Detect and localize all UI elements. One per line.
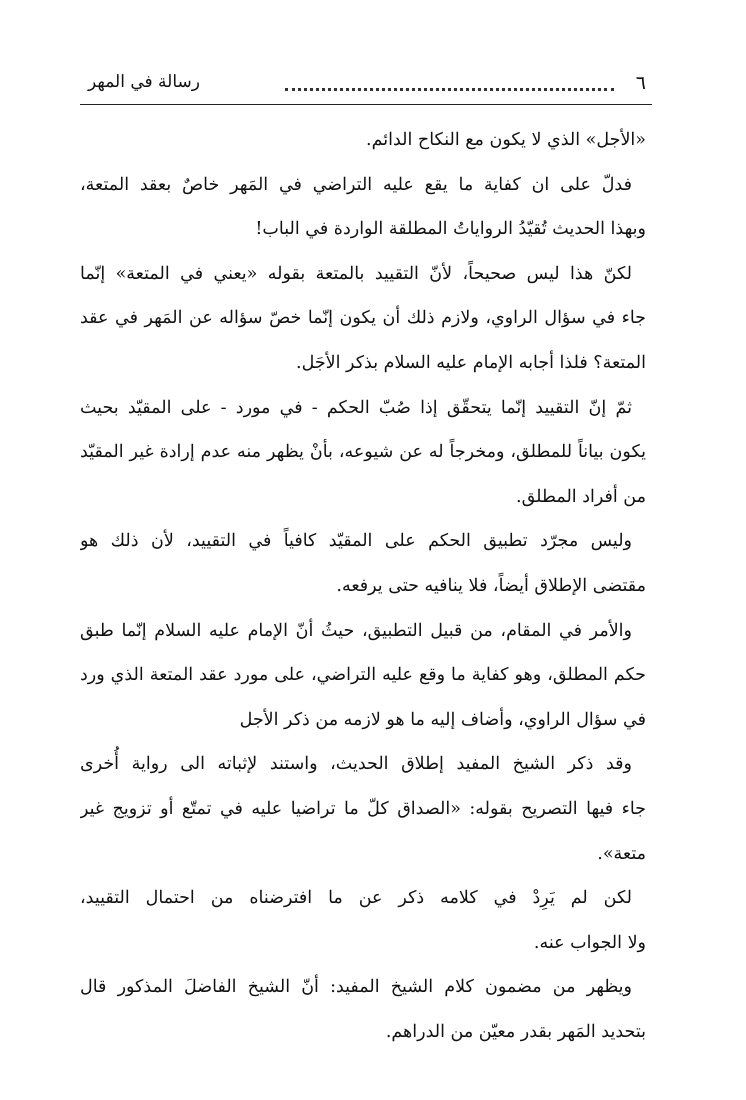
- running-header: [80, 72, 652, 105]
- text-line: وقد ذكر الشيخ المفيد إطلاق الحديث، واستند لإثباته الى رواية أُخرى: [80, 754, 632, 775]
- text-line: «الأجل» الذي لا يكون مع النكاح الدائم.: [366, 130, 646, 150]
- text-line: المتعة؟ فلذا أجابه الإمام عليه السلام بذكر الأجَل.: [296, 352, 646, 373]
- text-line: لكنّ هذا ليس صحيحاً، لأنّ التقييد بالمتعة بقوله «يعني في المتعة» إنّما: [80, 263, 632, 284]
- text-line: مقتضى الإطلاق أيضاً، فلا ينافيه حتى يرفعه.: [336, 575, 646, 596]
- text-line: بتحديد المَهر بقدر معيّن من الدراهم.: [385, 1021, 646, 1042]
- text-line: من أفراد المطلق.: [516, 486, 646, 507]
- text-line: جاء في سؤال الراوي، ولازم ذلك أن يكون إنّما خصّ سؤاله عن المَهر في عقد: [80, 308, 646, 329]
- text-line: يكون بياناً للمطلق، ومخرجاً له عن شيوعه، بأنْ يظهر منه عدم إرادة غير المقيّد: [80, 442, 646, 463]
- page-number: ٦: [635, 72, 646, 94]
- text-line: والأمر في المقام، من قبيل التطبيق، حيثُ أنّ الإمام عليه السلام إنّما طبق: [80, 620, 632, 641]
- text-line: جاء فيها التصريح بقوله: «الصداق كلّ ما تراضيا عليه في تمتّع أو تزويج غير: [80, 798, 646, 819]
- text-line: ويظهر من مضمون كلام الشيخ المفيد: أنّ الشيخ الفاضلَ المذكور قال: [80, 977, 632, 998]
- text-line: متعة».: [597, 843, 646, 864]
- text-line: لكن لم يَرِدْ في كلامه ذكر عن ما افترضناه من احتمال التقييد،: [80, 888, 632, 909]
- page-body-text: [80, 118, 646, 1054]
- text-line: وبهذا الحديث تُقيّدُ الرواياتُ المطلقة الواردة في الباب!: [255, 219, 646, 240]
- text-line: ولا الجواب عنه.: [533, 932, 646, 953]
- running-title: رسالة في المهر: [88, 72, 200, 92]
- text-line: وليس مجرّد تطبيق الحكم على المقيّد كافياً في التقييد، لأن ذلك هو: [80, 531, 632, 552]
- dotted-leader: [285, 74, 614, 91]
- text-line: فدلّ على ان كفاية ما يقع عليه التراضي في المَهر خاصٌ بعقد المتعة،: [80, 174, 632, 195]
- text-line: حكم المطلق، وهو كفاية ما وقع عليه التراضي، على مورد عقد المتعة الذي ورد: [80, 665, 646, 686]
- text-line: ثمّ إنّ التقييد إنّما يتحقّق إذا صُبّ الحكم - في مورد - على المقيّد بحيث: [80, 397, 632, 418]
- text-line: في سؤال الراوي، وأضاف إليه ما هو لازمه من ذكر الأجل: [239, 709, 646, 730]
